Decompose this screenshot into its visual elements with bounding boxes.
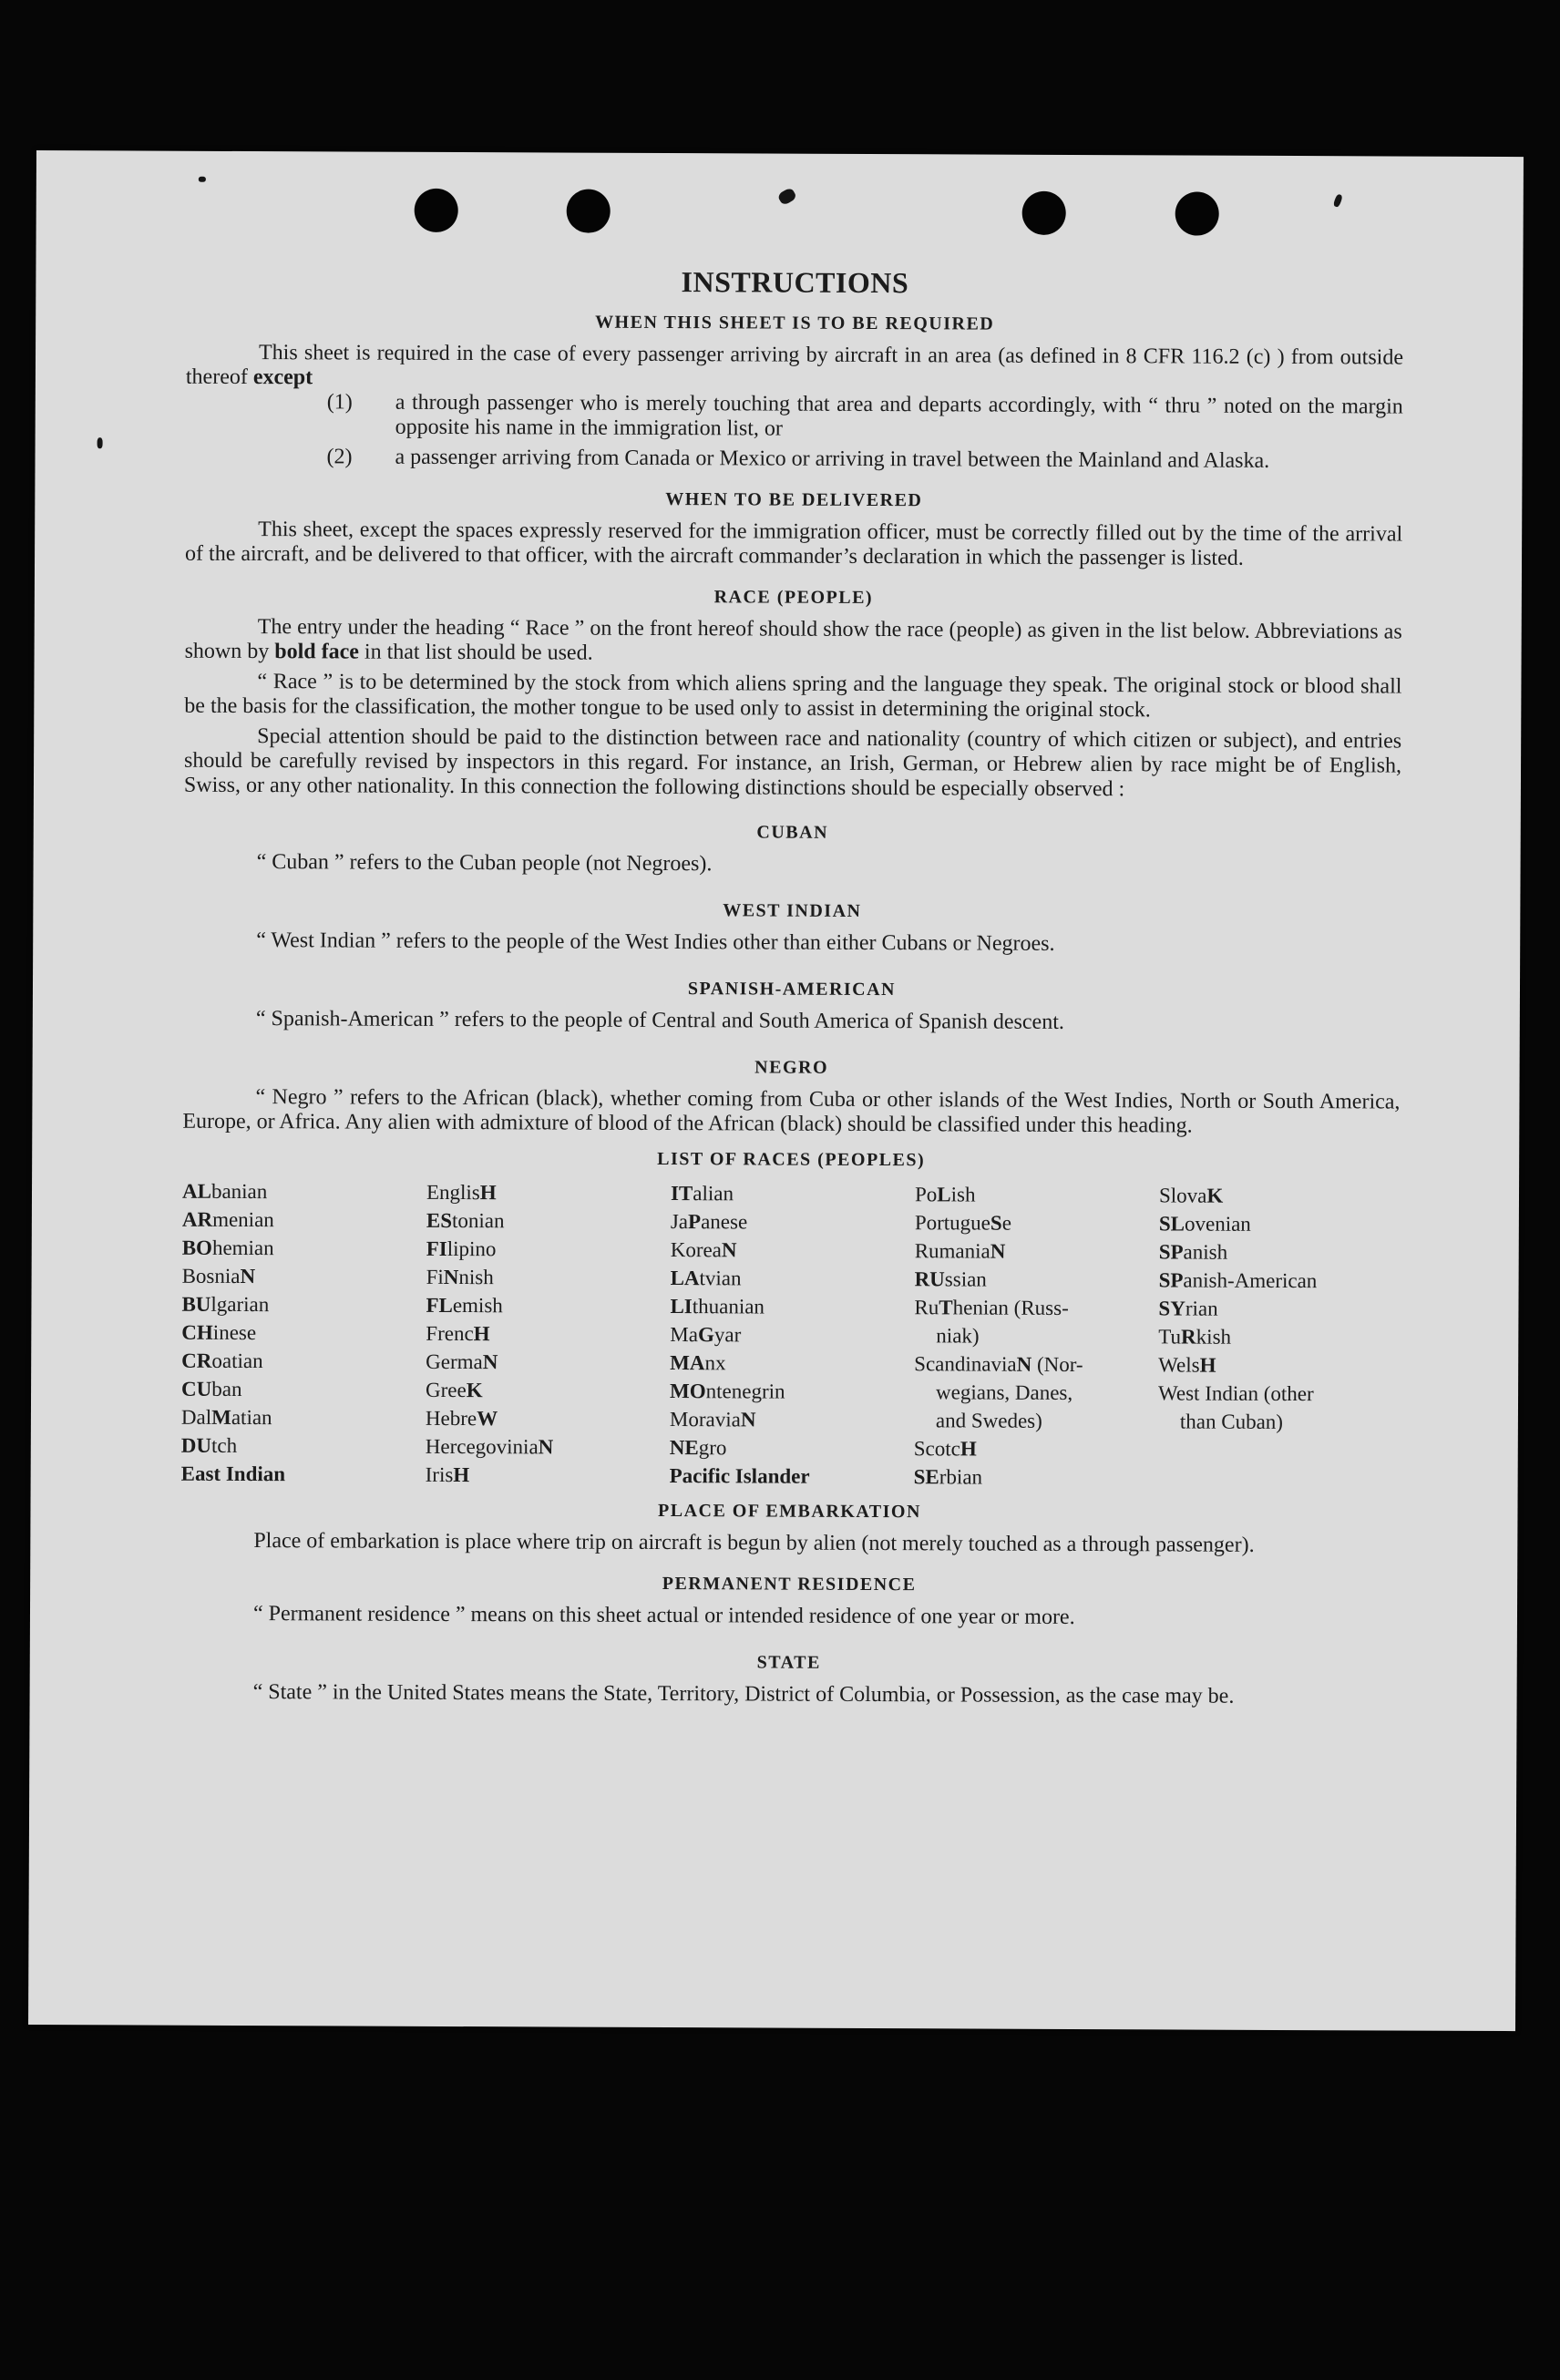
race-entry: SErbian [913,1465,983,1489]
state-text: “ State ” in the United States means the State, Territory, District of Columbia, or Possession, as the case may be. [252,1680,1235,1708]
race-entry: WelsH [1158,1353,1216,1377]
race-entry: DalMatian [180,1405,272,1430]
race-entry: West Indian (other [1158,1381,1314,1406]
race-entry: IrisH [425,1462,470,1487]
race-entry: CRoatian [181,1349,263,1373]
race-paragraph-2: “ Race ” is to be determined by the stock from which aliens spring and the language they speak. The original stock or blood shall be the basis for the classification, the mother tongue to be used only to assist in determining the original stock. [184,670,1402,723]
except-word: except [252,365,313,390]
race-entry: BOhemian [181,1236,274,1260]
punch-hole-2 [567,190,611,233]
cuban-text: “ Cuban ” refers to the Cuban people (not Negroes). [256,850,713,877]
race-entry: DUtch [180,1433,238,1457]
race-entry: SlovaK [1158,1184,1224,1207]
race-entry: JaPanese [670,1210,748,1234]
punch-hole-1 [415,189,458,232]
race-entry: MoraviaN [669,1408,756,1431]
race-column [1158,1181,1400,1493]
exception-item-2: (2) a passenger arriving from Canada or Mexico or arriving in travel between the Mainland and Alaska. [326,445,1270,473]
race-entry: BosniaN [181,1264,256,1288]
race-entry: MOntenegrin [670,1380,785,1403]
ink-speck [776,187,797,206]
races-list [181,1177,1400,1493]
delivered-text: This sheet, except the spaces expressly reserved for the immigration officer, must be correctly filled out by the time of the arrival of the aircraft, and be delivered to that officer, with the aircraft commander’s declaration in which the passenger is listed. [185,518,1403,570]
heading-state: STATE [756,1652,821,1673]
race-entry: ITalian [670,1182,734,1205]
race-entry: SPanish-American [1158,1268,1318,1293]
race-entry: TuRkish [1158,1325,1232,1349]
race-entry: SYrian [1158,1297,1218,1320]
race-entry: Pacific Islander [669,1464,810,1488]
ink-speck [199,177,206,182]
race-entry: NEgro [669,1436,727,1460]
race-entry: niak) [936,1324,980,1348]
negro-text: “ Negro ” refers to the African (black), whether coming from Cuba or other islands of the West Indies, North or South America, Europe, or Africa. Any alien with admixture of blood of the African (black) should be classified under this heading. [182,1085,1401,1138]
race-column [181,1177,426,1489]
ink-speck [98,437,103,448]
race-entry: HercegoviniaN [425,1434,554,1459]
race-paragraph-3: Special attention should be paid to the distinction between race and nationality (country of which citizen or subject), and entries should be carefully revised by inspectors in this regard. For instance, an Irish, German, or Hebrew alien by race might be of English, Swiss, or any other nationality. In this connection the following distinctions should be especially observed : [183,724,1402,802]
ink-speck [1333,193,1343,208]
race-entry: LIthuanian [670,1295,765,1318]
race-entry: than Cuban) [1179,1410,1284,1433]
race-entry: GreeK [426,1378,483,1402]
race-entry: GermaN [426,1349,498,1374]
heading-when-required: WHEN THIS SHEET IS TO BE REQUIRED [595,312,995,334]
race-entry: PortugueSe [914,1211,1012,1235]
instructions-content [180,265,1404,1710]
heading-embarkation: PLACE OF EMBARKATION [657,1500,921,1523]
race-entry: HebreW [425,1406,498,1431]
race-column [914,1180,1159,1492]
race-entry: PoLish [914,1183,976,1206]
race-entry: ALbanian [181,1179,268,1204]
race-entry: BUlgarian [181,1292,270,1317]
race-entry: wegians, Danes, [936,1380,1073,1404]
race-entry: EStonian [426,1208,505,1233]
exception-item-1: (1) a through passenger who is merely touching that area and departs accordingly, with “ thru ” noted on the margin opposite his name in the immigration list, or [326,390,1403,441]
west-indian-text: “ West Indian ” refers to the people of the West Indies other than either Cubans or Negroes. [256,928,1055,956]
heading-cuban: CUBAN [756,822,829,843]
race-entry: East Indian [180,1462,286,1486]
race-entry: SLovenian [1158,1212,1251,1236]
race-entry: FLemish [426,1293,503,1318]
document-page [28,150,1524,2031]
spanish-american-text: “ Spanish-American ” refers to the people of Central and South America of Spanish descent. [255,1007,1064,1034]
race-entry: FrencH [426,1321,490,1346]
heading-race: RACE (PEOPLE) [713,587,874,609]
heading-spanish-american: SPANISH-AMERICAN [687,979,897,1000]
race-entry: RumaniaN [914,1239,1006,1263]
race-entry: EnglisH [426,1180,497,1205]
required-intro: This sheet is required in the case of every passenger arriving by aircraft in an area (as defined in 8 CFR 116.2 (c) ) from outside thereof except [185,341,1404,390]
heading-when-delivered: WHEN TO BE DELIVERED [665,489,923,511]
heading-list-of-races: LIST OF RACES (PEOPLES) [657,1148,926,1171]
race-entry: CHinese [181,1320,257,1345]
race-column [426,1178,671,1490]
race-entry: SPanish [1158,1240,1228,1264]
punch-hole-3 [1022,191,1066,235]
page-title: INSTRUCTIONS [681,265,909,300]
embarkation-text: Place of embarkation is place where trip on aircraft is begun by alien (not merely touched as a through passenger). [253,1529,1255,1557]
race-entry: FIlipino [426,1236,497,1261]
race-entry: FiNnish [426,1265,494,1289]
heading-permanent-residence: PERMANENT RESIDENCE [662,1574,917,1595]
race-entry: LAtvian [670,1267,742,1290]
residence-text: “ Permanent residence ” means on this sheet actual or intended residence of one year or more. [252,1602,1075,1629]
race-entry: MaGyar [670,1323,742,1347]
race-paragraph-1: The entry under the heading “ Race ” on the front hereof should show the race (people) as given in the list below. Abbreviations as shown by bold face in that list should be used. [184,615,1402,665]
race-entry: CUban [181,1377,242,1400]
heading-west-indian: WEST INDIAN [723,900,862,921]
race-entry: RUssian [914,1267,987,1291]
race-entry: ScotcH [913,1437,977,1461]
race-column [670,1179,915,1491]
race-entry: ARmenian [181,1207,274,1232]
race-entry: ScandinaviaN (Nor- [914,1352,1083,1377]
race-entry: and Swedes) [935,1409,1042,1432]
heading-negro: NEGRO [754,1057,829,1078]
race-entry: MAnx [670,1351,726,1375]
race-entry: KoreaN [670,1238,737,1262]
punch-hole-4 [1175,191,1219,235]
race-entry: RuThenian (Russ- [914,1296,1069,1319]
